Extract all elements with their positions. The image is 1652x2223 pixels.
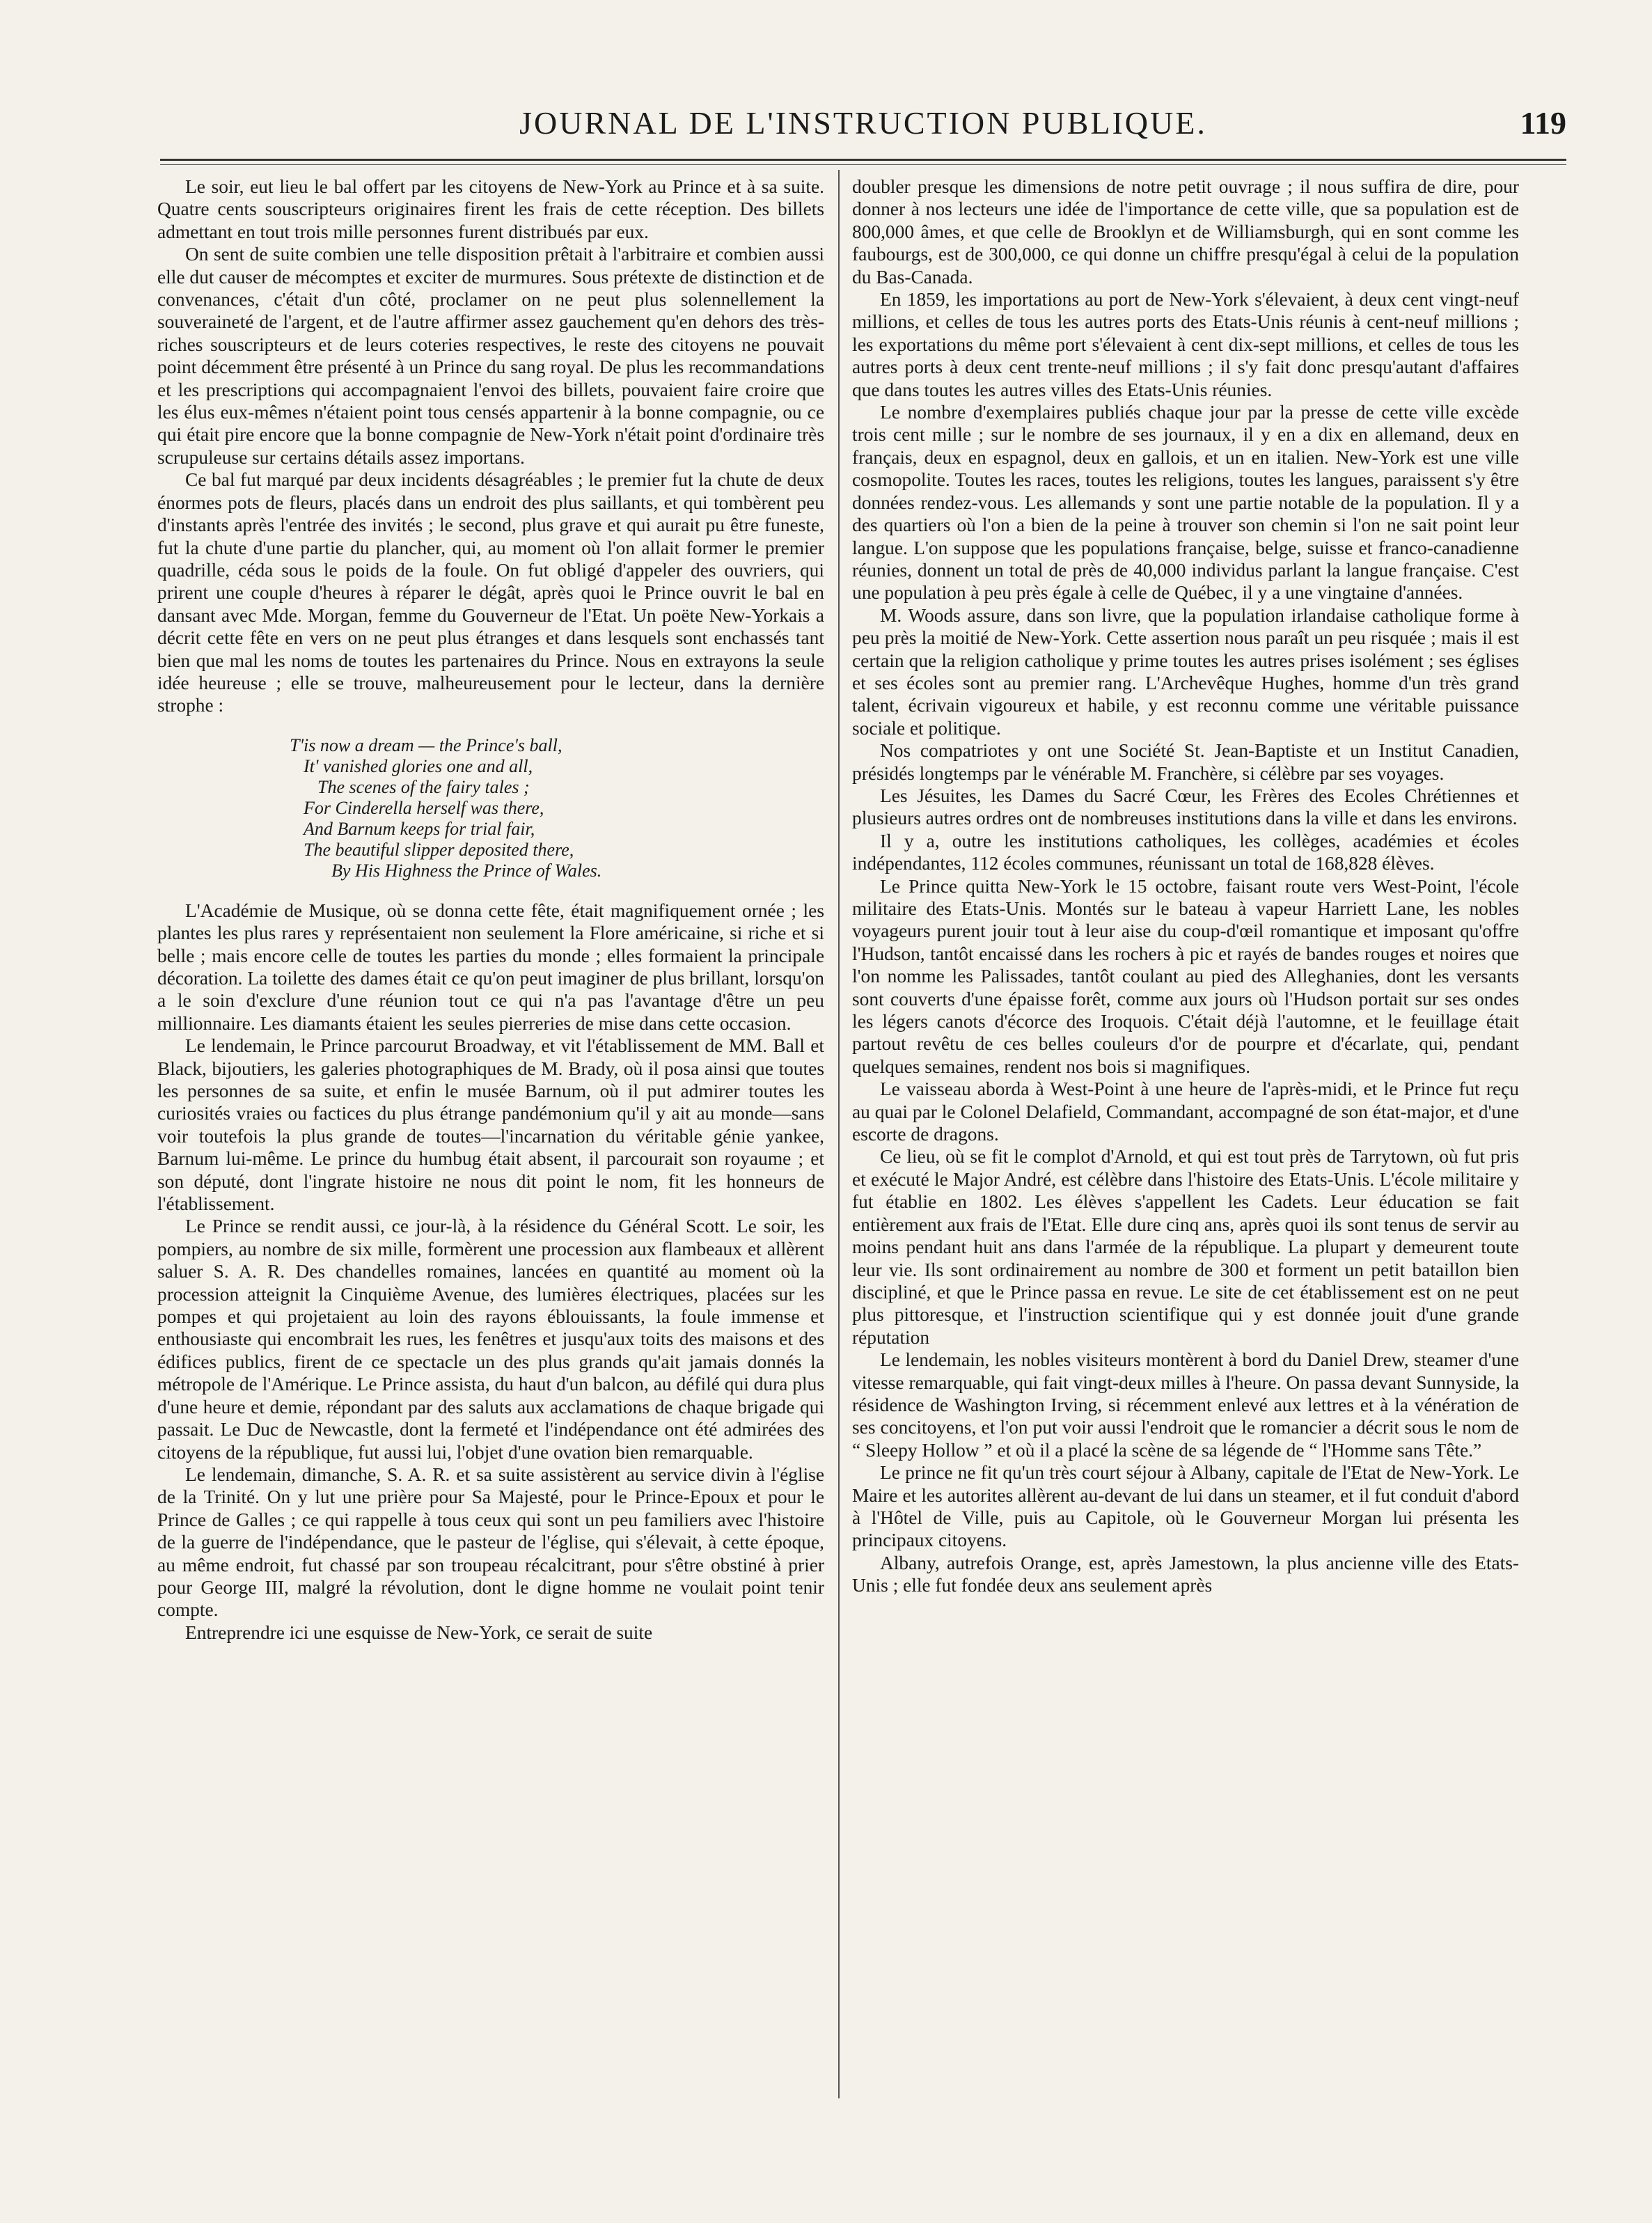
header-rule <box>160 159 1566 161</box>
paragraph: Le prince ne fit qu'un très court séjour à Albany, capitale de l'Etat de New-York. Le Maire et les autorites allèrent au-devant de lui dans un steamer, et il fut conduit d'abord à l'Hôtel de Ville, puis au Capitole, où le Gouverneur Morgan lui présenta les principaux citoyens. <box>852 1462 1519 1551</box>
poem-line: It' vanished glories one and all, <box>304 755 533 776</box>
page-number: 119 <box>1520 105 1566 141</box>
paragraph: En 1859, les importations au port de New-York s'élevaient, à deux cent vingt-neuf millions, et celles de tous les autres ports des Etats-Unis réunis à cent-neuf millions ; les exportations du même port s'élevaient à cent dix-sept millions, et celles de tous les autres ports à deux cent trente-neuf millions ; il s'y fait donc presqu'autant d'affaires que dans toutes les autres villes des Etats-Unis réunies. <box>852 289 1519 400</box>
poem-line: For Cinderella herself was there, <box>304 797 544 818</box>
paragraph: Le lendemain, les nobles visiteurs montèrent à bord du Daniel Drew, steamer d'une vitesse remarquable, qui fait vingt-deux milles à l'heure. On passa devant Sunnyside, la résidence de Washington Irving, si récemment enlevé aux lettres et à la vénération de ses concitoyens, et l'on put voir aussi l'endroit que le romancier a décrit sous le nom de “ Sleepy Hollow ” et où il a placé la scène de sa légende de “ l'Homme sans Tête.” <box>852 1349 1519 1461</box>
paragraph: doubler presque les dimensions de notre petit ouvrage ; il nous suffira de dire, pour donner à nos lecteurs une idée de l'importance de cette ville, que sa population est de 800,000 âmes, et que celle de Brooklyn et de Williamsburgh, qui en sont comme les faubourgs, est de 300,000, ce qui donne un chiffre presqu'égal à celui de la population du Bas-Canada. <box>852 176 1519 288</box>
paragraph: Albany, autrefois Orange, est, après Jamestown, la plus ancienne ville des Etats-Unis ; elle fut fondée deux ans seulement après <box>852 1552 1519 1596</box>
paragraph: Entreprendre ici une esquisse de New-York, ce serait de suite <box>185 1621 653 1643</box>
poem-stanza <box>290 735 824 881</box>
right-column <box>852 175 1519 2083</box>
header-rule-thin <box>160 164 1566 165</box>
paragraph: On sent de suite combien une telle disposition prêtait à l'arbitraire et combien aussi elle dut causer de mécomptes et exciter de murmures. Sous prétexte de distinction et de convenances, c'était d'un côté, proclamer on ne peut plus solennellement la souveraineté de l'argent, et de l'autre affirmer assez gauchement qu'en dehors des très-riches souscripteurs et de leurs coteries respectives, le reste des citoyens ne pouvait point décemment être présenté à un Prince du sang royal. De plus les recommandations et les prescriptions qui accompagnaient l'envoi des billets, pouvaient faire croire que les élus eux-mêmes n'étaient point tous censés appartenir à la bonne compagnie, ou ce qui était pire encore que la bonne compagnie de New-York n'était point d'ordinaire très scrupuleuse sur certains détails assez importans. <box>157 244 824 468</box>
poem-line: T'is now a dream — the Prince's ball, <box>290 735 563 755</box>
page-header <box>160 104 1566 153</box>
paragraph: Le Prince se rendit aussi, ce jour-là, à la résidence du Général Scott. Le soir, les pompiers, au nombre de six mille, formèrent une procession aux flambeaux et allèrent saluer S. A. R. Des chandelles romaines, lancées en quantité au moment où la procession atteignit la Cinquième Avenue, des lumières électriques, placées sur les pompes et qui projetaient au loin des rayons éblouissants, la foule immense et enthousiaste qui encombrait les rues, les fenêtres et jusqu'aux toits des maisons et des édifices publics, firent de ce spectacle un des plus grands qu'ait jamais donnés la métropole de l'Amérique. Le Prince assista, du haut d'un balcon, au défilé qui dura plus d'une heure et demie, répondant par des saluts aux acclamations de chaque brigade qui passait. Le Duc de Newcastle, dont la fermeté et l'indépendance ont été admirées des citoyens de la république, fut aussi lui, l'objet d'une ovation bien remarquable. <box>157 1216 824 1463</box>
left-column <box>157 175 824 2083</box>
poem-line: And Barnum keeps for trial fair, <box>304 818 535 839</box>
column-divider <box>838 170 840 2098</box>
paragraph: Nos compatriotes y ont une Société St. Jean-Baptiste et un Institut Canadien, présidés longtemps par le vénérable M. Franchère, si célèbre par ses voyages. <box>852 740 1519 784</box>
paragraph: L'Académie de Musique, où se donna cette fête, était magnifiquement ornée ; les plantes les plus rares y représentaient non seulement la Flore américaine, si riche et si belle ; mais encore celle de toutes les parties du monde ; elles formaient la principale décoration. La toilette des dames était ce qu'on peut imaginer de plus brillant, lorsqu'on a le soin d'exclure d'une réunion tout ce qui n'a pas l'avantage d'être un peu millionnaire. Les diamants étaient les seules pierreries de mise dans cette occasion. <box>157 900 824 1034</box>
poem-line: By His Highness the Prince of Wales. <box>331 860 602 881</box>
paragraph: Il y a, outre les institutions catholiques, les collèges, académies et écoles indépendantes, 112 écoles communes, réunissant un total de 168,828 élèves. <box>852 830 1519 874</box>
journal-title: JOURNAL DE L'INSTRUCTION PUBLIQUE. <box>519 105 1207 141</box>
paragraph: Le nombre d'exemplaires publiés chaque jour par la presse de cette ville excède trois cent mille ; sur le nombre de ses journaux, il y en a dix en allemand, deux en français, deux en espagnol, deux en gallois, et un en italien. New-York est une ville cosmopolite. Toutes les races, toutes les religions, toutes les langues, paraissent s'y être données rendez-vous. Les allemands y sont une partie notable de la population. Il y a des quartiers où l'on a bien de la peine à trouver son chemin si l'on ne sait point leur langue. L'on suppose que les populations française, belge, suisse et franco-canadienne réunies, donnent un total de près de 40,000 individus parlant la langue française. C'est une population à peu près égale à celle de Québec, il y a une vingtaine d'années. <box>852 402 1519 604</box>
paragraph: Le vaisseau aborda à West-Point à une heure de l'après-midi, et le Prince fut reçu au quai par le Colonel Delafield, Commandant, accompagné de son état-major, et d'une escorte de dragons. <box>852 1078 1519 1145</box>
paragraph: Le soir, eut lieu le bal offert par les citoyens de New-York au Prince et à sa suite. Quatre cents souscripteurs originaires firent les frais de cette réception. Des billets admettant en tout trois mille personnes furent distribués par eux. <box>157 176 824 242</box>
paragraph: Ce lieu, où se fit le complot d'Arnold, et qui est tout près de Tarrytown, où fut pris et exécuté le Major André, est célèbre dans l'histoire des Etats-Unis. L'école militaire y fut établie en 1802. Les élèves s'appellent les Cadets. Leur éducation se fait entièrement aux frais de l'Etat. Elle dure cinq ans, après quoi ils sont tenus de servir au moins pendant huit ans dans l'armée de la république. La plupart y demeurent toute leur vie. Ils sont ordinairement au nombre de 300 et forment un petit bataillon bien discipliné, et que le Prince passa en revue. Le site de cet établissement est on ne peut plus pittoresque, et l'instruction scientifique qui y est donnée jouit d'une grande réputation <box>852 1146 1519 1348</box>
paragraph: Ce bal fut marqué par deux incidents désagréables ; le premier fut la chute de deux énormes pots de fleurs, placés dans un endroit des plus saillants, et qui tombèrent peu d'instants après l'entrée des invités ; le second, plus grave et qui aurait pu être funeste, fut la chute d'une partie du plancher, qui, au moment où l'on allait former le premier quadrille, céda sous le poids de la foule. On fut obligé d'appeler des ouvriers, qui prirent une couple d'heures à réparer le dégât, après quoi le Prince ouvrit le bal en dansant avec Mde. Morgan, femme du Gouverneur de l'Etat. Un poëte New-Yorkais a décrit cette fête en vers on ne peut plus étranges et dans lesquels sont enchassés tant bien que mal les noms de toutes les partenaires du Prince. Nous en extrayons la seule idée heureuse ; elle se trouve, malheureusement pour le lecteur, dans la dernière strophe : <box>157 469 824 716</box>
paragraph: M. Woods assure, dans son livre, que la population irlandaise catholique forme à peu près la moitié de New-York. Cette assertion nous paraît un peu risquée ; mais il est certain que la religion catholique y prime toutes les autres prises isolément ; ses églises et ses écoles sont au premier rang. L'Archevêque Hughes, homme d'un très grand talent, écrivain vigoureux et habile, y est reconnu comme une véritable puissance sociale et politique. <box>852 604 1519 739</box>
paragraph: Le Prince quitta New-York le 15 octobre, faisant route vers West-Point, l'école militaire des Etats-Unis. Montés sur le bateau à vapeur Harriett Lane, les nobles voyageurs purent jouir tout à leur aise du coup-d'œil romantique et imposant qu'offre l'Hudson, tantôt encaissé dans les rochers à pic et rayés de bandes rouges et noires que l'on nomme les Palissades, tantôt coulant au pied des Alleghanies, dont les versants sont couverts d'une épaisse forêt, comme aux jours où l'Hudson portait sur ses ondes les légers canots d'écorce des Iroquois. C'était déjà l'automne, et le feuillage était partout revêtu de ces belles couleurs d'or de pourpre et d'écarlate, qui, pendant quelques semaines, rendent nos bois si magnifiques. <box>852 875 1519 1077</box>
poem-line: The beautiful slipper deposited there, <box>304 839 574 860</box>
paragraph: Le lendemain, le Prince parcourut Broadway, et vit l'établissement de MM. Ball et Black, bijoutiers, les galeries photographiques de M. Brady, où il posa ainsi que toutes les personnes de sa suite, et enfin le musée Barnum, où il put admirer toutes les curiosités vraies ou factices du plus étrange pandémonium qu'il y ait au monde—sans voir toutefois la plus grande de toutes—l'incarnation du véritable génie yankee, Barnum lui-même. Le prince du humbug était absent, il parcourait son royaume ; et son député, dont l'ingrate histoire ne nous dit point le nom, fit les honneurs de l'établissement. <box>157 1035 824 1215</box>
poem-line: The scenes of the fairy tales ; <box>317 776 530 797</box>
paragraph: Le lendemain, dimanche, S. A. R. et sa suite assistèrent au service divin à l'église de la Trinité. On y lut une prière pour Sa Majesté, pour le Prince-Epoux et pour le Prince de Galles ; ce qui rappelle à tous ceux qui sont un peu familiers avec l'histoire de la guerre de l'indépendance, que le pasteur de l'église, qui s'élevait, à cette époque, au même endroit, fut chassé par son troupeau récalcitrant, pour s'être obstiné à prier pour George III, malgré la révolution, dont le digne homme ne voulait point tenir compte. <box>157 1463 824 1621</box>
paragraph: Les Jésuites, les Dames du Sacré Cœur, les Frères des Ecoles Chrétiennes et plusieurs autres ordres ont de nombreuses institutions dans la ville et dans les environs. <box>852 785 1519 829</box>
